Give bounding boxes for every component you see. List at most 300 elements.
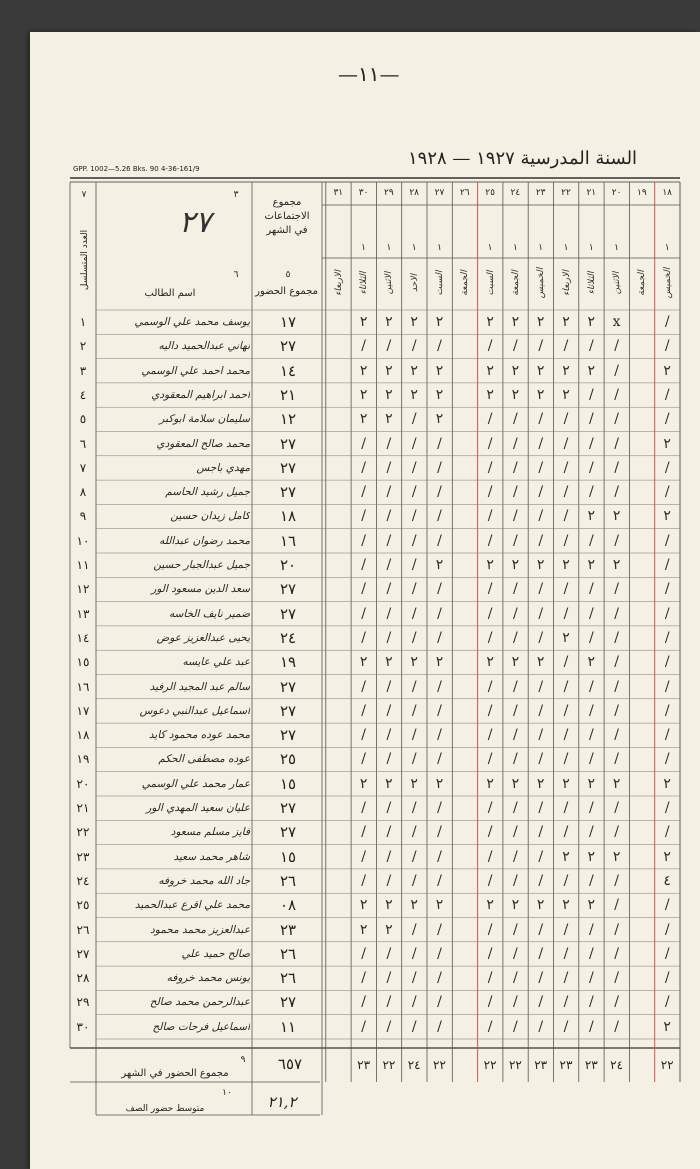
- attendance-mark: /: [538, 484, 544, 501]
- attendance-mark: /: [411, 994, 417, 1011]
- attendance-mark: /: [437, 532, 442, 549]
- col3-number: ٣: [233, 190, 239, 200]
- attendance-mark: /: [513, 629, 518, 646]
- attendance-mark: /: [386, 848, 392, 865]
- attendance-mark: /: [411, 872, 417, 889]
- attendance-mark: /: [588, 970, 594, 987]
- daily-total: [452, 1052, 477, 1078]
- attendance-mark: ٢: [587, 557, 596, 573]
- attendance-mark: /: [487, 994, 493, 1011]
- attendance-mark: /: [614, 654, 619, 671]
- weekday-label: الاربعاء: [333, 270, 344, 296]
- student-name: محمد رضوان عبدالله: [159, 534, 250, 547]
- student-total: ٢٧: [279, 483, 297, 502]
- attendance-mark: /: [361, 702, 366, 719]
- attendance-mark: /: [563, 508, 569, 525]
- student-serial: ٨: [79, 485, 87, 500]
- student-total: ٢٧: [279, 823, 297, 842]
- attendance-mark: /: [563, 338, 569, 355]
- attendance-mark: /: [437, 459, 442, 476]
- student-serial: ١٤: [76, 630, 90, 645]
- attendance-mark: /: [361, 678, 366, 695]
- day-number: ١٨: [662, 188, 673, 198]
- attendance-mark: /: [513, 411, 518, 428]
- attendance-mark: /: [563, 921, 569, 938]
- attendance-mark: /: [563, 532, 569, 549]
- attendance-mark: /: [563, 727, 569, 744]
- attendance-mark: /: [386, 800, 392, 816]
- attendance-mark: /: [487, 751, 493, 768]
- attendance-mark: /: [563, 581, 569, 598]
- attendance-mark: /: [538, 411, 544, 428]
- attendance-mark: /: [386, 338, 392, 355]
- attendance-mark: /: [588, 629, 594, 646]
- attendance-mark: /: [563, 945, 569, 962]
- attendance-mark: /: [487, 532, 493, 549]
- student-name: يوسف محمد علي الوسمي: [134, 316, 250, 328]
- attendance-mark: /: [513, 727, 518, 744]
- attendance-mark: /: [538, 872, 544, 889]
- attendance-mark: ٢: [663, 362, 671, 379]
- attendance-mark: /: [563, 751, 569, 768]
- attendance-mark: /: [664, 897, 670, 914]
- attendance-mark: ٢: [435, 314, 444, 330]
- attendance-mark: /: [588, 435, 594, 452]
- student-serial: ٢٩: [76, 995, 90, 1010]
- weekday-cell: [554, 260, 579, 308]
- student-name: سليمان سلامة ابوكبر: [159, 413, 250, 426]
- attendance-mark: ٢: [587, 314, 596, 330]
- attendance-mark: /: [513, 459, 518, 476]
- attendance-mark: /: [361, 824, 366, 841]
- attendance-mark: /: [361, 508, 366, 525]
- attendance-mark: /: [386, 751, 392, 768]
- daily-total: ٢٣: [584, 1058, 598, 1072]
- attendance-mark: /: [614, 824, 619, 841]
- student-name: محمد علي اقرع عبدالحميد: [134, 899, 250, 912]
- attendance-mark: /: [386, 872, 392, 889]
- attendance-mark: /: [437, 848, 442, 865]
- attendance-mark: ٢: [562, 897, 570, 914]
- attendance-mark: ٢: [385, 921, 393, 938]
- attendance-mark: /: [538, 727, 544, 744]
- attendance-mark: /: [614, 532, 619, 549]
- student-total: ٢٣: [279, 920, 297, 939]
- weekday-cell: [376, 260, 401, 308]
- attendance-mark: /: [437, 702, 442, 719]
- weekday-cell: [326, 260, 351, 308]
- attendance-mark: /: [487, 629, 493, 646]
- student-serial: ٣٠: [76, 1019, 90, 1034]
- attendance-mark: ٢: [385, 897, 393, 914]
- attendance-mark: ٢: [385, 654, 393, 671]
- student-total: ١٦: [279, 531, 297, 550]
- student-serial: ١١: [76, 558, 90, 572]
- attendance-mark: ٢: [536, 314, 545, 330]
- student-serial: ٢١: [76, 801, 90, 815]
- weekday-cell: [427, 260, 452, 308]
- meeting-mark: ١: [512, 243, 518, 253]
- day-number: ٢٠: [611, 188, 622, 198]
- attendance-mark: /: [538, 338, 544, 355]
- attendance-mark: ٢: [359, 314, 368, 330]
- attendance-mark: /: [361, 848, 366, 865]
- attendance-mark: /: [386, 945, 392, 962]
- attendance-mark: /: [361, 557, 366, 573]
- attendance-mark: ٢: [536, 897, 545, 914]
- attendance-mark: ٢: [612, 508, 621, 525]
- attendance-mark: /: [411, 459, 417, 476]
- attendance-mark: ٢: [587, 848, 596, 865]
- attendance-mark: /: [487, 508, 493, 525]
- attendance-mark: /: [614, 362, 619, 379]
- meeting-mark: ١: [386, 243, 392, 253]
- attendance-mark: ٢: [663, 1018, 671, 1035]
- student-name: عوده مصطفى الحكم: [158, 753, 250, 766]
- attendance-mark: /: [614, 435, 619, 452]
- attendance-mark: ٢: [435, 411, 444, 428]
- attendance-mark: /: [563, 1018, 569, 1035]
- attendance-mark: /: [538, 994, 544, 1011]
- meeting-mark: ١: [487, 243, 493, 253]
- col9-number: ٩: [240, 1055, 246, 1065]
- attendance-mark: /: [487, 411, 493, 428]
- daily-total: ٢٢: [508, 1058, 522, 1072]
- weekday-label: الجمعة: [460, 270, 471, 296]
- attendance-mark: /: [386, 727, 392, 744]
- student-total: ٢٠: [279, 556, 297, 574]
- attendance-mark: ٢: [486, 654, 494, 671]
- attendance-mark: ٢: [410, 386, 418, 403]
- attendance-mark: ٢: [663, 848, 671, 865]
- month-number: ٢٧: [178, 205, 212, 240]
- attendance-mark: /: [614, 994, 619, 1011]
- student-serial: ٢٤: [76, 873, 90, 888]
- attendance-mark: /: [614, 581, 619, 598]
- attendance-mark: ٢: [562, 848, 570, 865]
- student-name: جميل عبدالجبار حسين: [153, 559, 250, 571]
- student-serial: ١٩: [76, 752, 90, 767]
- attendance-mark: /: [614, 945, 619, 962]
- attendance-mark: /: [664, 411, 670, 428]
- attendance-mark: ٢: [486, 897, 494, 914]
- attendance-mark: /: [513, 945, 518, 962]
- attendance-mark: ٢: [511, 557, 520, 573]
- attendance-mark: /: [538, 800, 544, 816]
- student-total: ٢٧: [279, 434, 297, 453]
- attendance-mark: /: [411, 751, 417, 768]
- daily-total: ٢٢: [382, 1058, 396, 1072]
- attendance-mark: ٢: [587, 362, 596, 379]
- student-total: ١٩: [279, 653, 297, 672]
- weekday-cell: [629, 260, 654, 308]
- student-total: ١٧: [279, 313, 297, 331]
- weekday-label: الاربعاء: [561, 270, 572, 296]
- attendance-mark: /: [411, 970, 417, 987]
- daily-total: ٢٣: [534, 1058, 548, 1072]
- weekday-cell: [604, 260, 629, 308]
- attendance-mark: /: [588, 338, 594, 355]
- student-name: عبدالرحمن محمد صالح: [149, 996, 250, 1009]
- attendance-mark: ٢: [536, 386, 545, 403]
- attendance-mark: /: [563, 800, 569, 816]
- weekday-cell: [655, 260, 680, 308]
- student-total: ٢٧: [279, 993, 297, 1012]
- attendance-mark: ٢: [587, 654, 596, 671]
- attendance-mark: /: [614, 386, 619, 403]
- student-serial: ٢٢: [76, 825, 90, 840]
- weekday-cell: [402, 260, 427, 308]
- attendance-mark: /: [614, 727, 619, 744]
- student-name: كامل زيدان حسين: [170, 510, 250, 523]
- attendance-mark: /: [487, 702, 493, 719]
- attendance-mark: /: [386, 994, 392, 1011]
- student-name: يحيى عبدالعزيز عوض: [156, 631, 250, 644]
- attendance-mark: ٢: [435, 775, 444, 792]
- attendance-mark: /: [588, 581, 594, 598]
- col7-number: ٧: [81, 190, 87, 200]
- attendance-mark: ٢: [511, 314, 520, 330]
- student-name: ضمير نايف الخاسه: [168, 607, 250, 620]
- daily-total: ٢٣: [357, 1058, 371, 1072]
- attendance-mark: /: [513, 824, 518, 841]
- day-number: ٢٥: [485, 188, 495, 198]
- attendance-mark: /: [411, 484, 417, 501]
- attendance-mark: /: [386, 702, 392, 719]
- attendance-mark: ٢: [562, 629, 570, 646]
- attendance-mark: /: [437, 945, 442, 962]
- attendance-mark: /: [563, 872, 569, 889]
- attendance-mark: /: [437, 872, 442, 889]
- attendance-mark: ٢: [536, 654, 545, 671]
- attendance-mark: ٢: [410, 314, 418, 330]
- meeting-mark: ١: [614, 243, 620, 253]
- meeting-mark: ١: [538, 243, 544, 253]
- attendance-mark: /: [614, 629, 619, 646]
- attendance-mark: /: [664, 800, 670, 816]
- attendance-mark: /: [487, 581, 493, 598]
- student-name: محمد عوده محمود كايد: [148, 729, 250, 742]
- day-number: ٢٢: [561, 188, 571, 198]
- attendance-mark: ٢: [562, 775, 570, 792]
- attendance-mark: ٢: [536, 557, 545, 573]
- attendance-mark: /: [411, 581, 417, 598]
- attendance-mark: /: [487, 945, 493, 962]
- attendance-mark: /: [664, 654, 670, 671]
- student-total: ١١: [279, 1017, 297, 1036]
- attendance-mark: /: [386, 581, 392, 598]
- attendance-mark: ٢: [536, 362, 545, 379]
- attendance-mark: /: [664, 824, 670, 841]
- student-name: يونس محمد خروفه: [166, 972, 250, 985]
- attendance-mark: ٢: [511, 654, 520, 671]
- attendance-mark: /: [664, 459, 670, 476]
- day-number: ٣٠: [358, 188, 369, 198]
- attendance-mark: /: [614, 921, 619, 938]
- attendance-mark: /: [588, 872, 594, 889]
- student-serial: ١٨: [76, 728, 90, 743]
- attendance-mark: /: [437, 678, 442, 695]
- student-serial: ٢: [79, 339, 87, 354]
- student-total: ٢٧: [279, 604, 297, 623]
- weekday-cell: [351, 260, 376, 308]
- attendance-mark: /: [664, 921, 670, 938]
- student-total: ٢٦: [279, 944, 297, 963]
- student-serial: ٢٣: [76, 849, 90, 864]
- student-name: جاد الله محمد خروفه: [158, 874, 250, 887]
- attendance-mark: /: [588, 532, 594, 549]
- attendance-mark: /: [563, 435, 569, 452]
- attendance-mark: ٢: [486, 557, 494, 573]
- class-average-value: ٢١,٢: [267, 1093, 297, 1111]
- attendance-mark: /: [411, 508, 417, 525]
- meeting-mark: ١: [588, 243, 594, 253]
- attendance-mark: ٢: [359, 411, 368, 428]
- attendance-mark: /: [664, 629, 670, 646]
- attendance-mark: /: [437, 605, 442, 622]
- attendance-mark: ٢: [511, 386, 520, 403]
- attendance-mark: /: [614, 605, 619, 622]
- attendance-mark: /: [361, 338, 366, 355]
- attendance-mark: /: [513, 678, 518, 695]
- student-serial: ١: [79, 315, 87, 329]
- col5-number: ٥: [285, 270, 291, 280]
- attendance-mark: /: [588, 751, 594, 768]
- attendance-mark: /: [386, 557, 392, 573]
- attendance-mark: /: [361, 945, 366, 962]
- attendance-mark: ٢: [410, 775, 418, 792]
- attendance-mark: x: [612, 314, 621, 330]
- day-number: ٢٧: [434, 188, 445, 198]
- attendance-mark: ٢: [385, 411, 393, 428]
- attendance-mark: /: [588, 411, 594, 428]
- student-serial: ٢٦: [76, 922, 90, 937]
- student-name: احمد ابراهيم المعقودي: [151, 388, 250, 401]
- student-serial: ١٥: [76, 655, 90, 670]
- attendance-mark: ٢: [435, 557, 444, 573]
- attendance-mark: ٢: [486, 775, 494, 792]
- daily-total: ٢٣: [559, 1058, 573, 1072]
- student-name: شاهر محمد سعيد: [173, 850, 250, 863]
- attendance-mark: /: [411, 921, 417, 938]
- attendance-mark: ٢: [562, 557, 570, 573]
- attendance-mark: /: [588, 702, 594, 719]
- student-name: مهدي باجس: [196, 461, 250, 474]
- student-total: ٢٧: [279, 677, 297, 696]
- student-serial: ٢٨: [76, 971, 90, 986]
- attendance-mark: /: [411, 848, 417, 865]
- daily-total: ٢٢: [660, 1058, 674, 1072]
- weekday-label: الجمعة: [637, 270, 648, 296]
- day-number: ٢٣: [535, 188, 546, 198]
- attendance-mark: /: [487, 605, 493, 622]
- day-number: ٢١: [586, 188, 597, 198]
- attendance-mark: /: [513, 581, 518, 598]
- attendance-mark: ٢: [359, 897, 368, 914]
- weekday-label: الاحد: [409, 274, 420, 292]
- attendance-mark: /: [437, 629, 442, 646]
- attendance-mark: /: [614, 484, 619, 501]
- attendance-mark: /: [588, 994, 594, 1011]
- attendance-mark: /: [513, 605, 518, 622]
- attendance-mark: /: [437, 824, 442, 841]
- grand-total: ٦٥٧: [277, 1055, 303, 1073]
- attendance-mark: /: [664, 678, 670, 695]
- attendance-mark: /: [614, 459, 619, 476]
- attendance-mark: /: [361, 727, 366, 744]
- attendance-mark: /: [563, 654, 569, 671]
- attendance-mark: /: [411, 1018, 417, 1035]
- student-serial: ٦: [79, 436, 87, 451]
- attendance-mark: /: [361, 970, 366, 987]
- attendance-mark: ٢: [587, 897, 596, 914]
- attendance-mark: ٢: [385, 362, 393, 379]
- attendance-mark: ٢: [511, 775, 520, 792]
- attendance-mark: /: [411, 557, 417, 573]
- attendance-mark: /: [411, 702, 417, 719]
- attendance-mark: ٢: [663, 435, 671, 452]
- attendance-mark: /: [386, 1018, 392, 1035]
- student-total: ١٥: [279, 774, 297, 793]
- attendance-mark: /: [538, 532, 544, 549]
- student-name: سالم عبد المجيد الرفيد: [149, 680, 250, 693]
- attendance-mark: /: [513, 994, 518, 1011]
- attendance-mark: /: [513, 872, 518, 889]
- attendance-mark: /: [664, 702, 670, 719]
- attendance-mark: /: [487, 484, 493, 501]
- attendance-mark: /: [538, 459, 544, 476]
- weekday-label: الخميس: [662, 267, 673, 299]
- class-average-label: متوسط حضور الصف: [125, 1104, 205, 1114]
- attendance-mark: /: [437, 338, 442, 355]
- daily-total: ٢٢: [483, 1058, 497, 1072]
- attendance-mark: /: [614, 751, 619, 768]
- attendance-mark: /: [513, 435, 518, 452]
- attendance-mark: /: [563, 824, 569, 841]
- attendance-mark: /: [563, 702, 569, 719]
- student-name: فايز مسلم مسعود: [170, 826, 250, 839]
- attendance-mark: /: [513, 702, 518, 719]
- attendance-mark: /: [386, 629, 392, 646]
- attendance-mark: /: [538, 678, 544, 695]
- attendance-mark: /: [513, 751, 518, 768]
- attendance-mark: /: [614, 702, 619, 719]
- attendance-mark: /: [513, 921, 518, 938]
- attendance-mark: /: [437, 800, 442, 816]
- attendance-mark: /: [614, 1018, 619, 1035]
- attendance-mark: /: [563, 678, 569, 695]
- attendance-mark: ٢: [359, 362, 368, 379]
- attendance-mark: /: [614, 411, 619, 428]
- attendance-mark: /: [361, 1018, 366, 1035]
- serial-header-wrap: [55, 225, 115, 305]
- student-name: محمد صالح المعقودي: [156, 437, 250, 450]
- weekday-label: الخميس: [536, 267, 547, 299]
- weekday-label: الثلاثاء: [359, 271, 370, 295]
- student-serial: ٧: [79, 460, 87, 475]
- student-serial: ٢٥: [76, 898, 90, 913]
- attendance-mark: /: [361, 629, 366, 646]
- attendance-mark: /: [513, 508, 518, 525]
- attendance-mark: ٢: [410, 362, 418, 379]
- attendance-mark: ٢: [410, 654, 418, 671]
- student-serial: ١٧: [76, 703, 90, 718]
- student-total: ٢٧: [279, 337, 297, 356]
- student-total: ١٢: [279, 410, 297, 429]
- attendance-mark: /: [437, 994, 442, 1011]
- daily-total: [629, 1052, 654, 1078]
- attendance-mark: /: [664, 532, 670, 549]
